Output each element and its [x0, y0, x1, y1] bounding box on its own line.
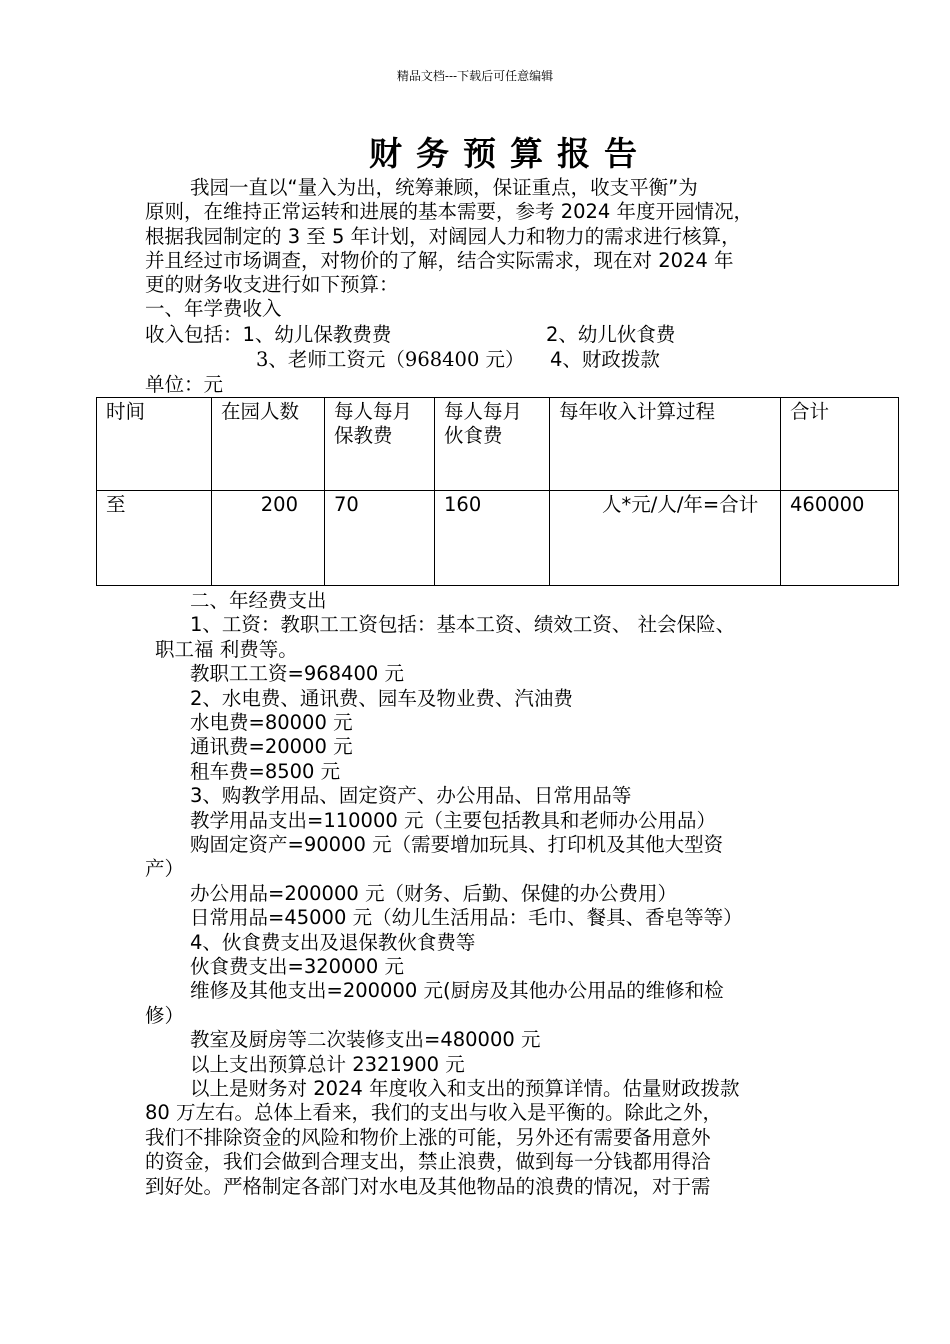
- document-title: 财务预算报告: [369, 134, 651, 173]
- expense-line: 修）: [145, 1003, 185, 1027]
- table-cell: 人*元/人/年=合计: [550, 491, 781, 586]
- table-header-cell: 合计: [781, 398, 899, 491]
- table-header-cell: 时间: [97, 398, 212, 491]
- intro-line: 并且经过市场调查，对物价的了解，结合实际需求，现在对 2024 年: [145, 249, 734, 272]
- table-header-cell: 在园人数: [212, 398, 325, 491]
- expense-line: 产）: [145, 857, 185, 881]
- table-header-row: [97, 398, 899, 491]
- intro-line: 我园一直以“量入为出，统筹兼顾，保证重点，收支平衡”为: [190, 176, 698, 199]
- income-item-3: 3、老师工资元（968400 元）: [256, 348, 525, 371]
- expense-line: 通讯费=20000 元: [190, 735, 353, 759]
- expense-line: 职工福 利费等。: [155, 637, 298, 661]
- income-table: [96, 397, 899, 586]
- expense-line: 教室及厨房等二次装修支出=480000 元: [190, 1028, 541, 1052]
- expense-line: 以上支出预算总计 2321900 元: [190, 1052, 465, 1076]
- table-cell: 160: [435, 491, 550, 586]
- expense-line: 伙食费支出=320000 元: [190, 955, 404, 978]
- expense-line: 日常用品=45000 元（幼儿生活用品：毛巾、餐具、香皂等等）: [190, 906, 743, 930]
- section1-heading: 一、年学费收入: [145, 297, 282, 320]
- table-header-cell: 每人每月伙食费: [435, 398, 550, 491]
- table-header-cell: 每年收入计算过程: [550, 398, 781, 491]
- table-cell: 200: [212, 491, 325, 586]
- intro-line: 更的财务收支进行如下预算：: [145, 273, 399, 296]
- unit-label: 单位：元: [145, 373, 224, 396]
- income-item-2: 2、幼儿伙食费: [546, 323, 676, 346]
- expense-line: 以上是财务对 2024 年度收入和支出的预算详情。估量财政拨款: [190, 1077, 740, 1100]
- income-label: 收入包括：1、幼儿保教费费: [145, 323, 392, 346]
- expense-line: 购固定资产=90000 元（需要增加玩具、打印机及其他大型资: [190, 833, 724, 856]
- table-cell: 70: [325, 491, 435, 586]
- page-header: 精品文档---下载后可任意编辑: [396, 69, 554, 83]
- intro-line: 根据我园制定的 3 至 5 年计划，对阔园人力和物力的需求进行核算，: [145, 225, 741, 248]
- intro-line: 原则，在维持正常运转和进展的基本需要，参考 2024 年度开园情况，: [145, 200, 754, 223]
- expense-line: 租车费=8500 元: [190, 759, 341, 783]
- expense-line: 3、购教学用品、固定资产、办公用品、日常用品等: [190, 784, 632, 808]
- expense-line: 2、水电费、通讯费、园车及物业费、汽油费: [190, 686, 573, 710]
- expense-line: 二、年经费支出: [190, 589, 327, 612]
- expense-line: 我们不排除资金的风险和物价上涨的可能，另外还有需要备用意外: [145, 1125, 711, 1149]
- expense-line: 维修及其他支出=200000 元(厨房及其他办公用品的维修和检: [190, 979, 724, 1003]
- expense-line: 1、工资：教职工工资包括：基本工资、绩效工资、 社会保险、: [190, 613, 736, 637]
- expense-line: 教学用品支出=110000 元（主要包括教具和老师办公用品）: [190, 808, 716, 832]
- expense-line: 水电费=80000 元: [190, 711, 353, 734]
- expense-line: 的资金，我们会做到合理支出，禁止浪费，做到每一分钱都用得洽: [145, 1150, 711, 1174]
- table-row: [97, 491, 899, 586]
- expense-line: 4、伙食费支出及退保教伙食费等: [190, 930, 476, 954]
- table-cell: 至: [97, 491, 212, 586]
- expense-line: 办公用品=200000 元（财务、后勤、保健的办公费用）: [190, 881, 677, 905]
- expense-line: 80 万左右。总体上看来，我们的支出与收入是平衡的。除此之外，: [145, 1101, 723, 1125]
- expense-line: 到好处。严格制定各部门对水电及其他物品的浪费的情况，对于需: [145, 1174, 711, 1198]
- table-header-cell: 每人每月保教费: [325, 398, 435, 491]
- income-item-4: 4、财政拨款: [550, 348, 660, 371]
- expense-line: 教职工工资=968400 元: [190, 662, 404, 686]
- table-cell: 460000: [781, 491, 899, 586]
